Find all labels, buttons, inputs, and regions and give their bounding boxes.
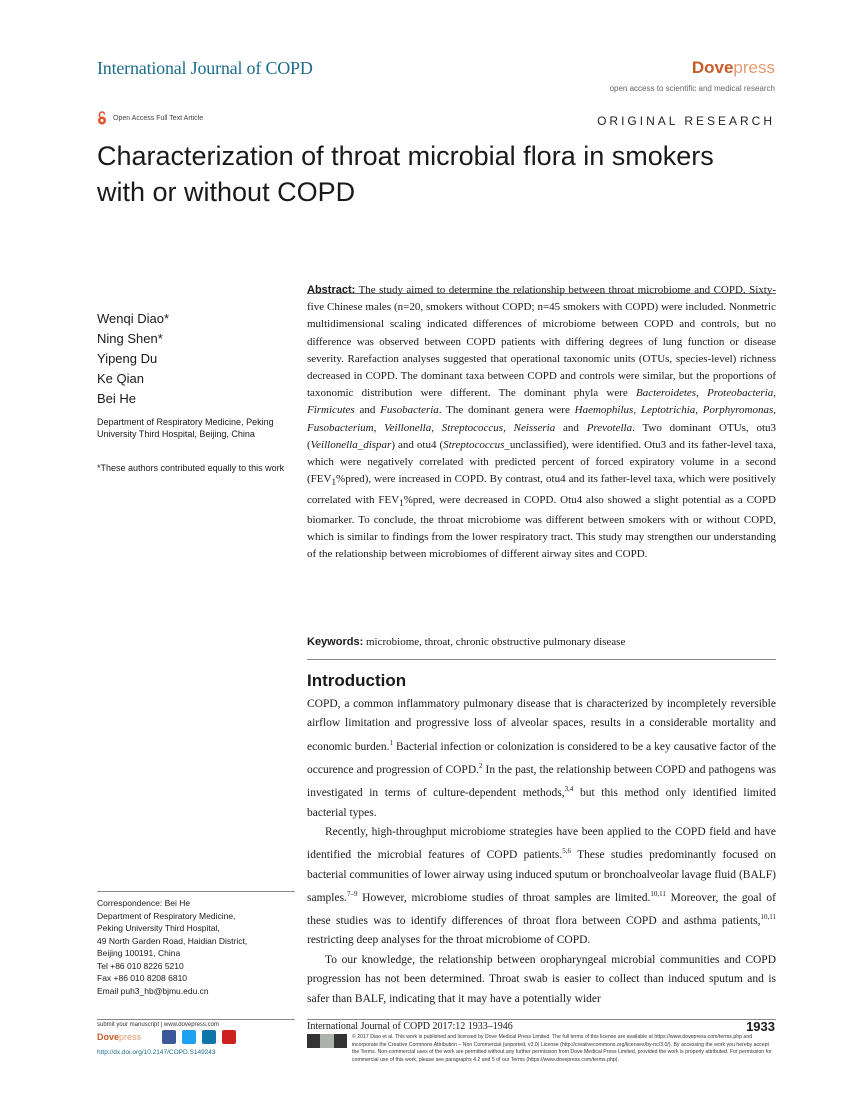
- correspondence-block: [97, 897, 297, 997]
- footer-publisher-logo[interactable]: Dovepress: [97, 1032, 142, 1042]
- doi-link[interactable]: http://dx.doi.org/10.2147/COPD.S149243: [97, 1049, 216, 1056]
- publisher-logo[interactable]: [692, 58, 775, 78]
- article-type: ORIGINAL RESEARCH: [597, 114, 775, 128]
- author-name[interactable]: Ning Shen*: [97, 331, 163, 346]
- introduction-body: [307, 695, 776, 1009]
- youtube-icon[interactable]: [222, 1030, 236, 1044]
- paragraph: To our knowledge, the relationship between oropharyngeal microbial communities and COPD progression has not been determined. Throat swab is easier to collect than induced sputum and is safer than BALF, indicating that it may have a potentially wider: [307, 953, 776, 1005]
- correspondence-email[interactable]: Email puh3_hb@bjmu.edu.cn: [97, 985, 209, 996]
- citation-ref[interactable]: 1: [389, 738, 394, 747]
- publisher-logo-light: press: [733, 58, 775, 77]
- correspondence-line: Department of Respiratory Medicine,: [97, 910, 236, 921]
- publisher-tagline: open access to scientific and medical research: [609, 84, 775, 93]
- divider: [97, 891, 295, 892]
- author-name[interactable]: Ke Qian: [97, 371, 144, 386]
- paragraph: COPD, a common inflammatory pulmonary disease that is characterized by incompletely reversible airflow limitation and progressive loss of alveolar spaces, results in a considerable mortality and economic burden.$^1$ Bacterial infection or colonization is considered to be a key causative factor of the occurence and progression of COPD.$^2$ In the past, the relationship between COPD and pathogens was investigated in terms of culture-dependent methods,$^{3,4}$ but this method only identified limited bacterial types.: [307, 698, 776, 819]
- citation-ref[interactable]: 10,11: [760, 913, 776, 922]
- social-links: [162, 1030, 236, 1044]
- citation-ref[interactable]: 3,4: [564, 785, 574, 794]
- keywords-list: microbiome, throat, chronic obstructive pulmonary disease: [366, 636, 626, 648]
- journal-title: International Journal of COPD: [97, 58, 313, 78]
- facebook-icon[interactable]: [162, 1030, 176, 1044]
- correspondence-line: Fax +86 010 8208 6810: [97, 973, 188, 983]
- twitter-icon[interactable]: [182, 1030, 196, 1044]
- author-name[interactable]: Wenqi Diao*: [97, 311, 170, 326]
- citation-ref[interactable]: 2: [479, 762, 483, 771]
- author-list: [97, 309, 169, 409]
- open-access-label: Open Access Full Text Article: [113, 114, 204, 122]
- citation-ref[interactable]: 10,11: [650, 889, 666, 898]
- correspondence-line: Beijing 100191, China: [97, 948, 181, 958]
- license-text: © 2017 Diao et al. This work is published and licensed by Dove Medical Press Limited. The full terms of this license are available at https://www.dovepress.com/terms.php and incorporate the Creative Commons Attribution – Non Commercial (unported, v3.0) License (http://creativecommons.org/licenses/by-nc/3.0/). By accessing the work you hereby accept the Terms. Non-commercial uses of the work are permitted without any further permission from Dove Medical Press Limited, provided the work is properly attributed. For permission for commercial use of this work, please see paragraphs 4.2 and 5 of our Terms (https://www.dovepress.com/terms.php).: [352, 1034, 772, 1063]
- author-name[interactable]: Yipeng Du: [97, 351, 158, 366]
- abstract: Abstract: The study aimed to determine the relationship between throat microbiome and COPD. Sixty-five Chinese males (n=20, smokers without COPD; n=45 smokers with COPD) were included. Nonmetric multidimensional scaling indicated differences of microbiome between COPD and controls, but no difference was observed between COPD patients with differing degrees of lung function or disease severity. Rarefaction analyses suggested that operational taxonomic units (OTUs, species-level) richness decreased in COPD. The dominant taxa between COPD and controls were similar, but the proportions of taxonomic distribution were different. The dominant phyla were Bacteroidetes, Proteobacteria, Firmicutes and Fusobacteria. The dominant genera were Haemophilus, Leptotrichia, Porphyromonas, Fusobacterium, Veillonella, Streptococcus, Neisseria and Prevotella. Two dominant OTUs, otu3 (Veillonella_dispar) and otu4 (Streptococcus_unclassified), were identified. Otu3 and its father-level taxa, which were negatively correlated with predicted percent of forced expiratory volume in a second $(FEV_1\%pred)$, were increased in COPD. By contrast, otu4 and its father-level taxa, which were positively correlated with $FEV_1\%pred$, were decreased in COPD. Otu4 also showed a slight potential as a COPD biomarker. To conclude, the throat microbiome was different between smokers with or without COPD, which is similar to findings from the lower respiratory tract. This study may strengthen our understanding of the relationship between microbiomes of different airway sites and COPD.: [307, 284, 777, 561]
- open-access-lock-icon: [97, 111, 107, 125]
- creative-commons-icon[interactable]: [307, 1034, 347, 1048]
- keywords: [307, 634, 776, 650]
- abstract-label: Abstract:: [307, 284, 356, 296]
- journal-citation: International Journal of COPD 2017:12 1933–1946: [307, 1021, 513, 1032]
- submit-manuscript-link[interactable]: submit your manuscript | www.dovepress.com: [97, 1022, 219, 1028]
- paragraph: Recently, high-throughput microbiome strategies have been applied to the COPD field and have identified the microbial features of COPD patients.$^{5,6}$ These studies predominantly focused on bacterial communities of lower airway using induced sputum or bronchoalveolar lavage fluid (BALF) samples.$^{7-9}$ However, microbiome studies of throat samples are limited.$^{10,11}$ Moreover, the goal of these studies was to identify differences of throat flora between COPD and asthma patients,$^{10,11}$ restricting deep analyses for the throat microbiome of COPD.: [307, 825, 776, 947]
- divider: [97, 1019, 295, 1020]
- linkedin-icon[interactable]: [202, 1030, 216, 1044]
- author-name[interactable]: Bei He: [97, 391, 137, 406]
- correspondence-line: 49 North Garden Road, Haidian District,: [97, 935, 248, 946]
- correspondence-line: Peking University Third Hospital,: [97, 923, 220, 933]
- divider: [307, 1019, 776, 1020]
- page-number: 1933: [746, 1019, 775, 1034]
- divider: [307, 659, 776, 660]
- open-access-row: [97, 111, 203, 125]
- author-note: *These authors contributed equally to this work: [97, 463, 285, 473]
- citation-ref[interactable]: 5,6: [562, 847, 571, 856]
- publisher-logo-bold: Dove: [691, 58, 734, 77]
- correspondence-label: Correspondence: Bei He: [97, 898, 191, 908]
- affiliation: Department of Respiratory Medicine, Peking University Third Hospital, Beijing, China: [97, 417, 274, 439]
- section-heading-introduction: Introduction: [307, 671, 407, 690]
- citation-ref[interactable]: 7–9: [346, 889, 358, 898]
- article-title: Characterization of throat microbial flora in smokers with or without COPD: [97, 141, 714, 207]
- keywords-label: Keywords:: [307, 636, 364, 648]
- correspondence-line: Tel +86 010 8226 5210: [97, 960, 184, 971]
